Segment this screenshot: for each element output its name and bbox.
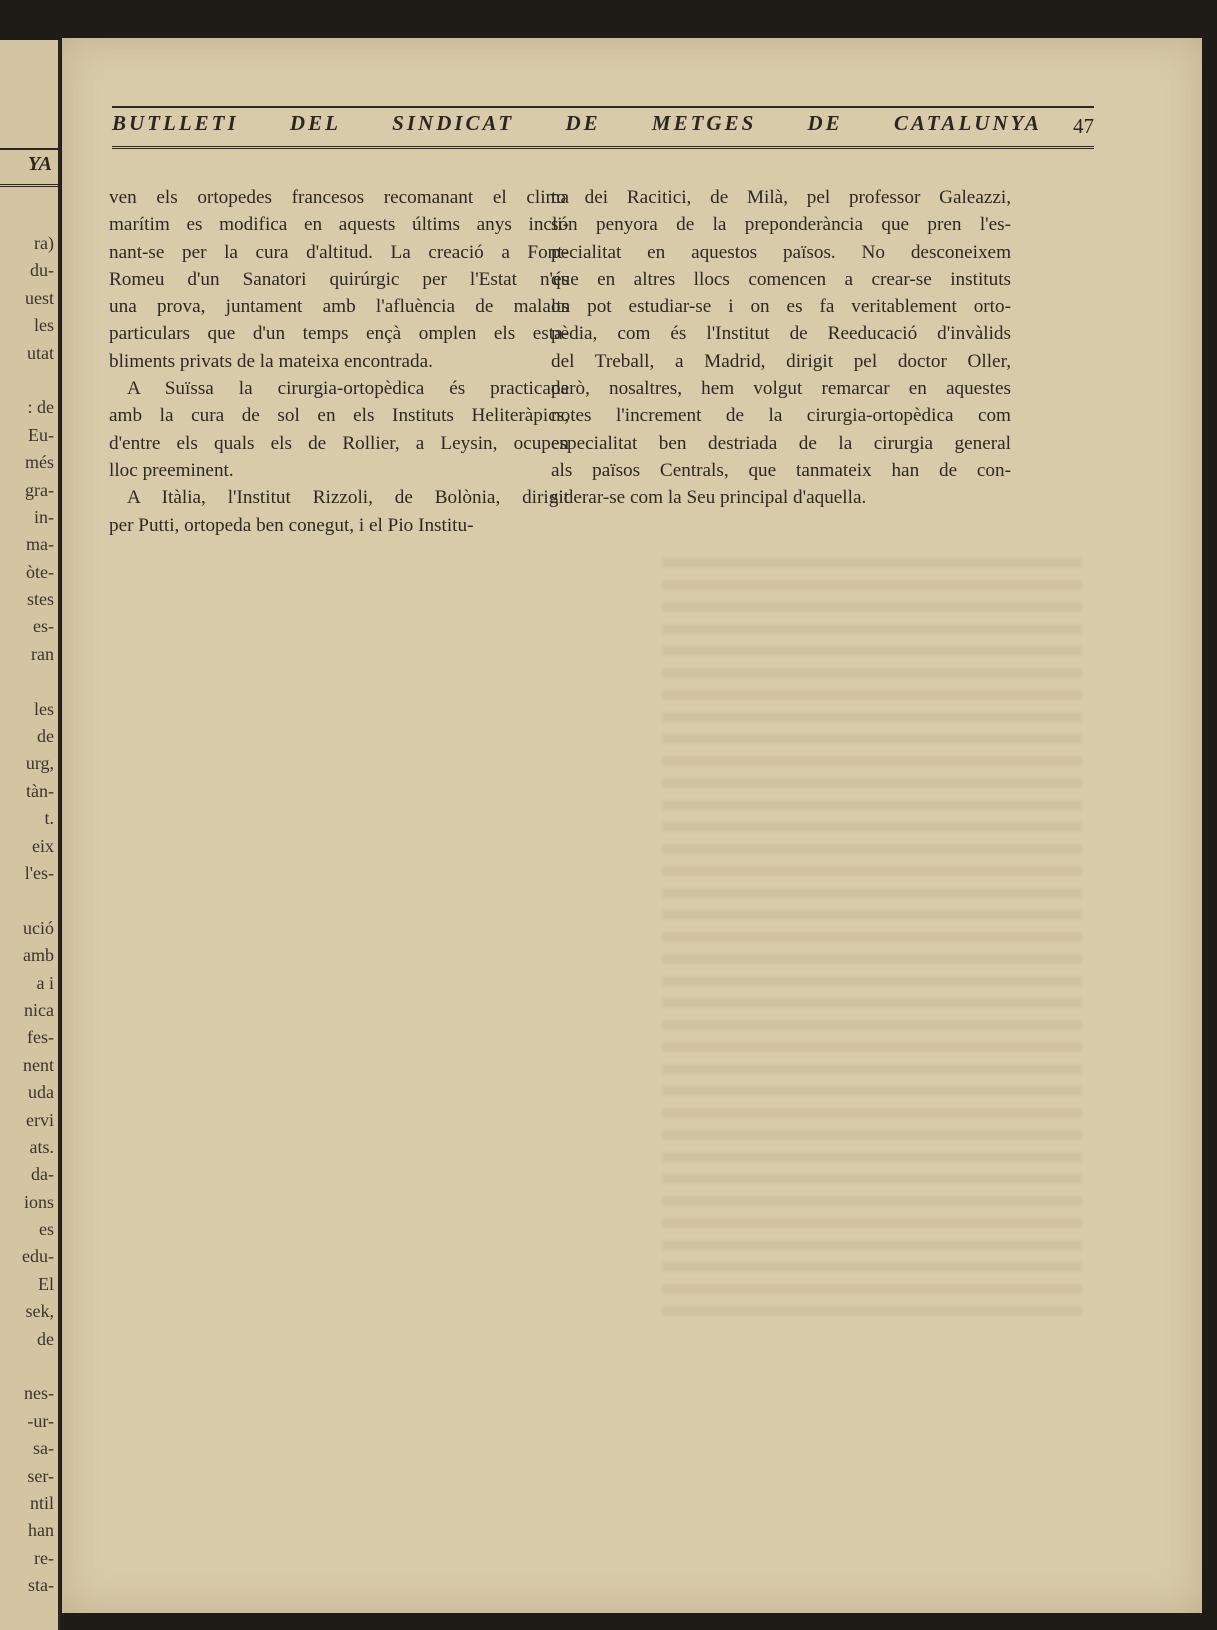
text-line: bliments privats de la mateixa encontrada. — [109, 350, 433, 372]
adjacent-text-fragment: urg, — [25, 753, 54, 774]
adjacent-text-fragment: es — [39, 1219, 54, 1240]
adjacent-page — [0, 40, 61, 1630]
journal-title — [112, 111, 1042, 136]
adjacent-text-fragment: -ur- — [27, 1410, 54, 1431]
text-line: lloc preeminent. — [109, 459, 234, 481]
text-line: to dei Racitici, de Milà, pel professor Galeazzi, — [551, 187, 1011, 208]
adjacent-text-fragment: in- — [34, 506, 54, 527]
adjacent-header-fragment: YA — [27, 153, 52, 175]
adjacent-text-fragment: ats. — [29, 1136, 54, 1157]
header-rule-top — [112, 106, 1094, 108]
text-line: nant-se per la cura d'altitud. La creació a Font- — [109, 241, 569, 263]
text-line: són penyora de la preponderància que pren l'es- — [551, 214, 1011, 236]
adjacent-text-fragment: gra- — [25, 479, 54, 500]
text-line: als països Centrals, que tanmateix han de con- — [551, 459, 1011, 481]
adjacent-text-fragment: a i — [36, 972, 54, 993]
adjacent-text-fragment: han — [28, 1520, 54, 1541]
adjacent-text-fragment: amb — [23, 945, 54, 966]
adjacent-text-fragment: les — [34, 698, 54, 719]
adjacent-text-fragment — [0, 367, 54, 394]
title-word: DE — [565, 111, 601, 135]
adjacent-text-fragment: da- — [31, 1164, 54, 1185]
adjacent-text-fragment — [0, 668, 54, 695]
adjacent-page-text — [0, 230, 54, 1600]
text-line: marítim es modifica en aquests últims anys incli- — [109, 214, 569, 236]
adjacent-text-fragment: de — [37, 726, 54, 747]
text-line: pecialitat en aquestos països. No desconeixem — [551, 241, 1011, 263]
text-line: pèdia, com és l'Institut de Reeducació d'invàlids — [551, 323, 1011, 345]
adjacent-text-fragment: edu- — [22, 1246, 54, 1267]
adjacent-text-fragment: de — [37, 1328, 54, 1349]
text-line: però, nosaltres, hem volgut remarcar en aquestes — [551, 378, 1011, 400]
adjacent-text-fragment: El — [38, 1273, 54, 1294]
text-line: on pot estudiar-se i on es fa veritablement orto- — [551, 296, 1011, 318]
text-line: siderar-se com la Seu principal d'aquella. — [551, 487, 867, 509]
adjacent-text-fragment: ran — [31, 643, 54, 664]
text-line: especialitat ben destriada de la cirurgia general — [551, 432, 1011, 454]
adjacent-text-fragment: ma- — [26, 534, 54, 555]
text-line: amb la cura de sol en els Instituts Heliteràpics, — [109, 405, 569, 427]
title-word: CATALUNYA — [893, 111, 1042, 135]
adjacent-text-fragment: nica — [24, 999, 54, 1020]
adjacent-text-fragment: l'es- — [24, 862, 54, 883]
adjacent-text-fragment: sek, — [25, 1301, 54, 1322]
adjacent-text-fragment: fes- — [27, 1027, 54, 1048]
adjacent-text-fragment: du- — [30, 260, 54, 281]
text-line: una prova, juntament amb l'afluència de malalts — [109, 296, 569, 318]
adjacent-text-fragment: tàn- — [26, 780, 54, 801]
adjacent-text-fragment: eix — [32, 835, 54, 856]
adjacent-text-fragment: utat — [27, 342, 54, 363]
adjacent-text-fragment: nes- — [24, 1383, 54, 1404]
adjacent-text-fragment: Eu- — [28, 424, 54, 445]
adjacent-text-fragment: ució — [23, 917, 54, 938]
adjacent-text-fragment: sa- — [33, 1438, 54, 1459]
adjacent-text-fragment: stes — [27, 589, 54, 610]
text-line: ven els ortopedes francesos recomanant el clima — [109, 187, 569, 208]
title-word: BUTLLETI — [112, 111, 239, 135]
text-column-right — [551, 184, 1011, 512]
text-line: del Treball, a Madrid, dirigit pel doctor Oller, — [551, 350, 1011, 372]
adjacent-text-fragment: les — [34, 315, 54, 336]
adjacent-header-rule — [0, 184, 58, 187]
adjacent-text-fragment: re- — [34, 1547, 54, 1568]
text-column-left — [109, 184, 569, 539]
title-word: DEL — [289, 111, 341, 135]
title-word: SINDICAT — [392, 111, 515, 135]
text-line: Romeu d'un Sanatori quirúrgic per l'Estat n'és — [109, 268, 569, 290]
text-line: que en altres llocs comencen a crear-se instituts — [551, 268, 1011, 290]
adjacent-text-fragment: òte- — [26, 561, 54, 582]
text-line: per Putti, ortopeda ben conegut, i el Pio Institu- — [109, 514, 474, 536]
title-word: METGES — [651, 111, 757, 135]
adjacent-text-fragment: ser- — [27, 1465, 54, 1486]
adjacent-text-fragment: : de — [27, 397, 54, 418]
page-number: 47 — [1073, 114, 1094, 138]
adjacent-text-fragment: ervi — [26, 1109, 54, 1130]
text-line: d'entre els quals els de Rollier, a Leysin, ocupen — [109, 432, 569, 454]
adjacent-text-fragment — [0, 1353, 54, 1380]
title-word: DE — [807, 111, 843, 135]
adjacent-text-fragment: ions — [23, 1191, 54, 1212]
bleed-through-text — [662, 558, 1082, 1318]
document-page — [62, 38, 1202, 1613]
adjacent-text-fragment: més — [25, 452, 54, 473]
adjacent-text-fragment: ra) — [34, 233, 54, 253]
adjacent-text-fragment: t. — [44, 808, 54, 829]
text-line: A Suïssa la cirurgia-ortopèdica és practicada — [127, 378, 569, 400]
adjacent-text-fragment: nent — [23, 1054, 54, 1075]
adjacent-text-fragment: uda — [28, 1082, 54, 1103]
text-line: A Itàlia, l'Institut Rizzoli, de Bolònia, dirigit — [127, 487, 569, 509]
adjacent-page-header — [0, 148, 58, 175]
adjacent-text-fragment: es- — [33, 616, 54, 637]
adjacent-text-fragment: ntil — [29, 1492, 54, 1513]
adjacent-text-fragment: sta- — [28, 1575, 54, 1596]
adjacent-text-fragment: uest — [25, 287, 54, 308]
text-line: particulars que d'un temps ençà omplen els esta- — [109, 323, 569, 345]
text-line: notes l'increment de la cirurgia-ortopèdica com — [551, 405, 1011, 427]
adjacent-text-fragment — [0, 887, 54, 914]
header-rule-bottom — [112, 146, 1094, 149]
